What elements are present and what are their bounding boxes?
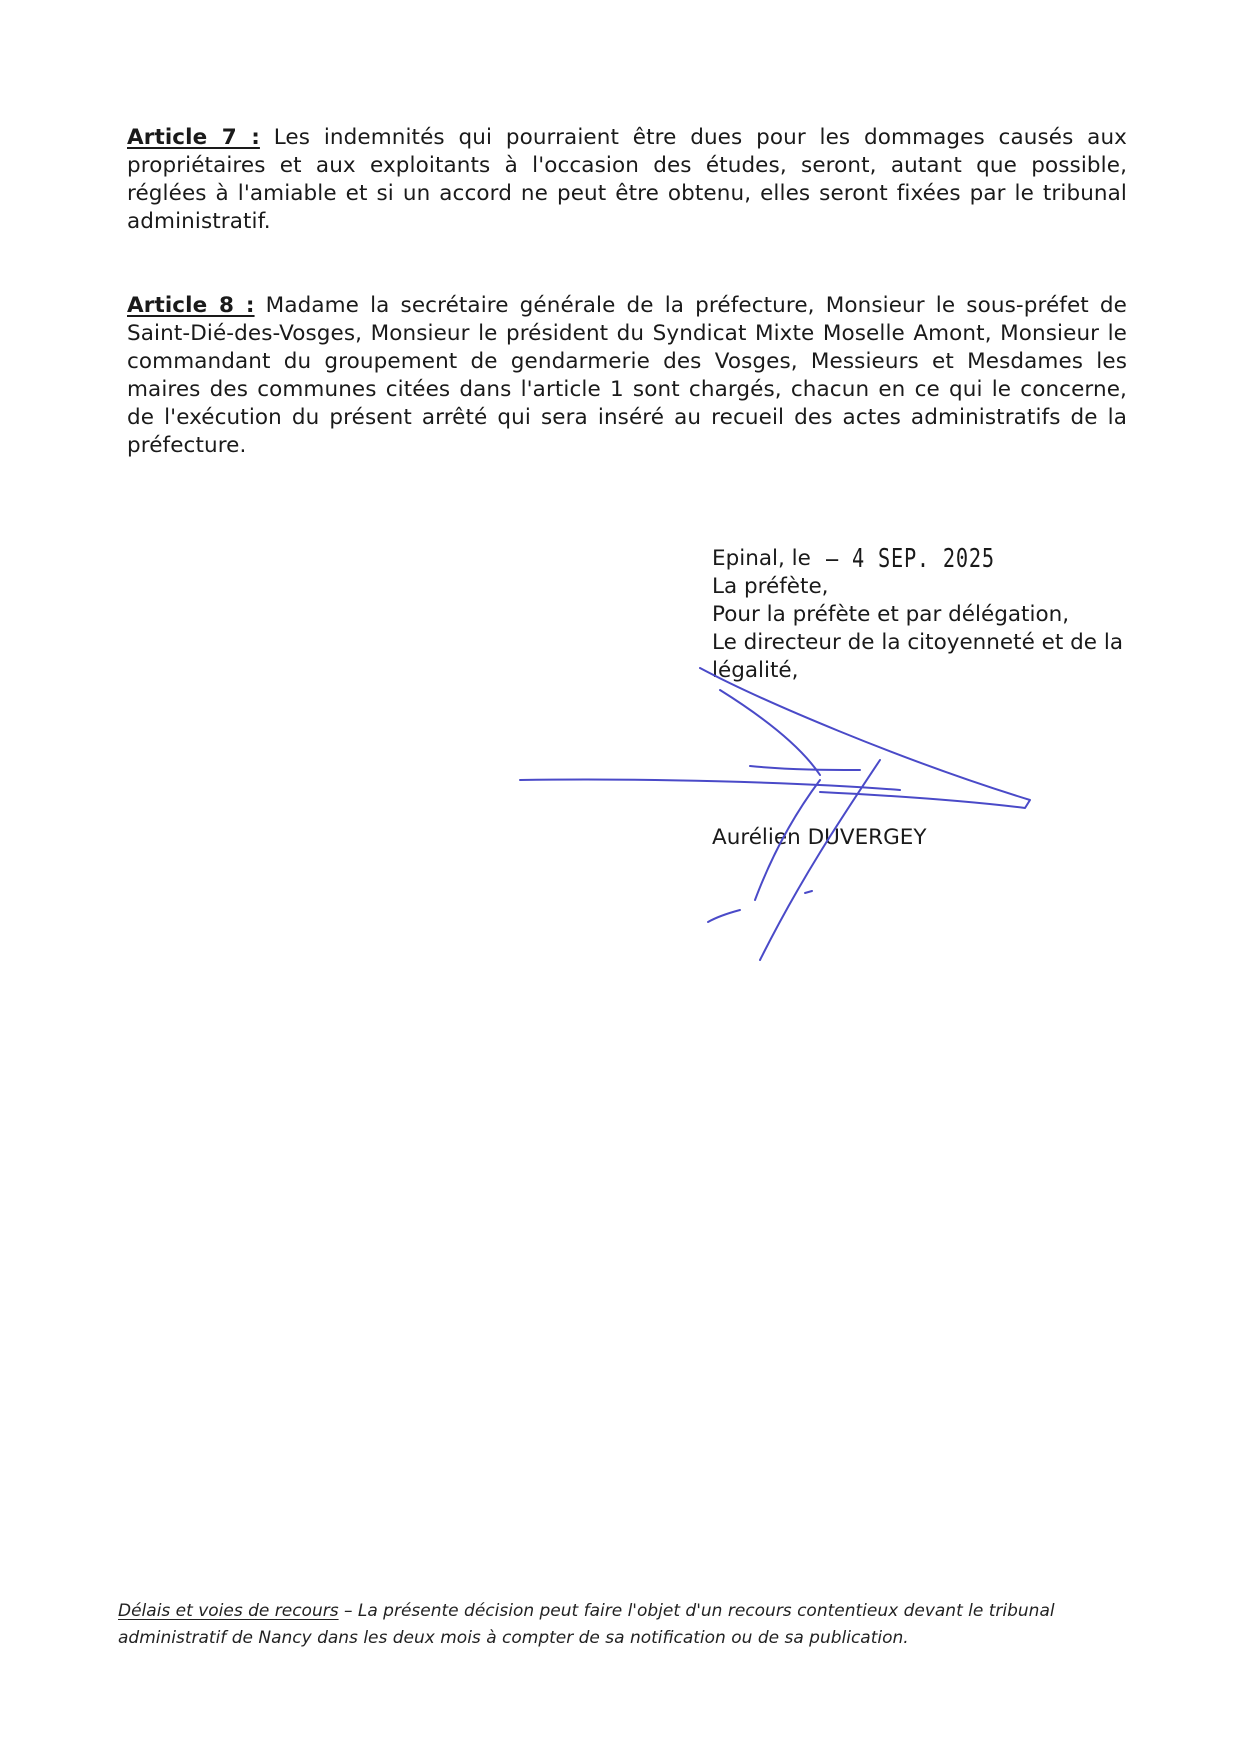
article-8 bbox=[127, 292, 1127, 460]
article-7 bbox=[127, 124, 1127, 236]
date-stamp: – 4 SEP. 2025 bbox=[825, 544, 995, 574]
place-label: Epinal, le bbox=[712, 546, 811, 571]
article-8-text: Madame la secrétaire générale de la préfecture, Monsieur le sous-préfet de Saint-Dié-des-Vosges, Monsieur le président du Syndicat Mixte Moselle Amont, Monsieur le commandant du groupement de gendarmerie des Vosges, Messieurs et Mesdames les maires des communes citées dans l'article 1 sont chargés, chacun en ce qui le concerne, de l'exécution du présent arrêté qui sera inséré au recueil des actes administratifs de la préfecture. bbox=[127, 293, 1128, 458]
appeal-notice bbox=[118, 1598, 1128, 1652]
article-8-label: Article 8 : bbox=[127, 293, 255, 318]
date-line bbox=[712, 545, 1132, 573]
article-7-text: Les indemnités qui pourraient être dues pour les dommages causés aux propriétaires et aux exploitants à l'occasion des études, seront, autant que possible, réglées à l'amiable et si un accord ne peut être obtenu, elles seront fixées par le tribunal administratif. bbox=[127, 125, 1128, 234]
article-7-label: Article 7 : bbox=[127, 125, 260, 150]
signature-block bbox=[712, 545, 1132, 685]
appeal-notice-label: Délais et voies de recours bbox=[118, 1601, 339, 1621]
director-title: Le directeur de la citoyenneté et de la légalité, bbox=[712, 630, 1123, 683]
signatory-name: Aurélien DUVERGEY bbox=[712, 825, 927, 850]
appeal-notice-text: – La présente décision peut faire l'objet d'un recours contentieux devant le tribunal administratif de Nancy dans les deux mois à compter de sa notification ou de sa publication. bbox=[118, 1601, 1055, 1648]
delegation-line: Pour la préfète et par délégation, bbox=[712, 602, 1070, 627]
authority-line: La préfète, bbox=[712, 574, 829, 599]
